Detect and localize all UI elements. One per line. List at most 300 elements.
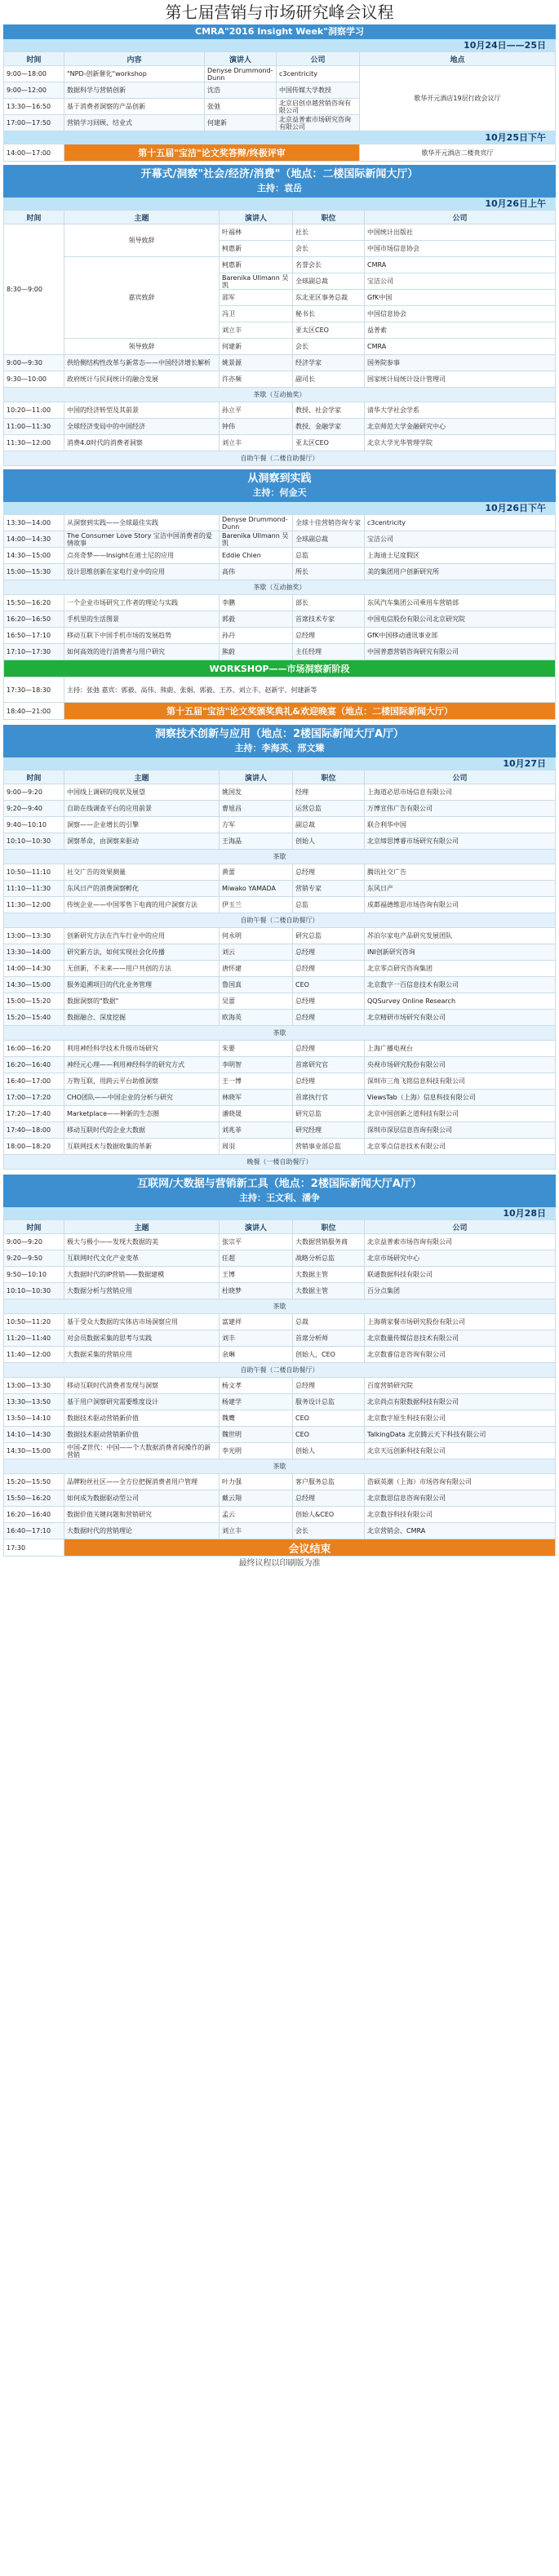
cell-time: 15:50—16:20 <box>4 595 64 611</box>
cell-position: 名誉会长 <box>293 257 365 273</box>
cell-company: 北京数谷科技有限公司 <box>365 1507 556 1523</box>
cell-topic: "NPD-创新催化"workshop <box>64 66 205 82</box>
cell-topic: 极大与极小——发现大数据的美 <box>64 1234 220 1250</box>
cell-venue: 歌华开元酒店二楼贵宾厅 <box>360 144 556 162</box>
cell-company: 北京营销会、CMRA <box>365 1523 556 1539</box>
cell-speaker: 杜晓梦 <box>220 1283 293 1299</box>
cell-speaker: 杨文孝 <box>220 1378 293 1394</box>
cell-company: 中国传媒大学教授 <box>277 82 360 99</box>
cell-time: 14:00—17:00 <box>4 144 64 162</box>
cell-topic: 领导致辞 <box>64 339 220 355</box>
cell-position: 大数据主管 <box>293 1267 365 1283</box>
cell-company: 益普索 <box>365 322 556 339</box>
cell-topic: 数据价值关键问题和营销研究 <box>64 1507 220 1523</box>
section-head <box>3 469 556 502</box>
cell-position: 首席执行官 <box>293 1090 365 1106</box>
cell-position: 运营总监 <box>293 801 365 817</box>
cell-company: c3centricity <box>365 515 556 531</box>
cell-topic: 手机里的生活图景 <box>64 611 220 628</box>
cell-time: 16:40—17:10 <box>4 1523 64 1539</box>
cell-time: 9:30—10:00 <box>4 371 64 388</box>
cell-company: 北京数睿信息咨询有限公司 <box>365 1347 556 1363</box>
cell-speaker: 戴云翔 <box>220 1490 293 1507</box>
cell-speaker: Eddie Chien <box>220 548 293 564</box>
cell-position: 亚太区CEO <box>293 435 365 451</box>
cell-company: 浩硕英潮（上海）市场咨询有限公司 <box>365 1474 556 1490</box>
cell-topic: 政府统计与民间统计的融合发展 <box>64 371 220 388</box>
cell-speaker: 刘兆菲 <box>220 1122 293 1139</box>
cell-position: 会长 <box>293 241 365 257</box>
cell-speaker: 孙丹 <box>220 628 293 644</box>
cell-time: 9:00—9:30 <box>4 355 64 371</box>
section-head <box>3 725 556 757</box>
cell-topic: 点亮奇梦——Insight在迪士尼的应用 <box>64 548 220 564</box>
cell-position: 服务设计总监 <box>293 1394 365 1410</box>
cell-speaker: 余琳 <box>220 1347 293 1363</box>
break-row: 茶歇 <box>4 850 556 864</box>
cell-topic: Marketplace——种新的生态圈 <box>64 1106 220 1122</box>
cell-company: 北京尚点有限数据科技有限公司 <box>365 1394 556 1410</box>
lunch-row: 自助午餐（二楼自助餐厅） <box>4 1363 556 1378</box>
cell-time: 17:00—17:20 <box>4 1090 64 1106</box>
cell-company: 成都福德维思市场咨询有限公司 <box>365 897 556 913</box>
schedule-table <box>3 51 556 131</box>
cell-time: 13:30—14:00 <box>4 515 64 531</box>
cell-topic: 移动互联时代的企业大数据 <box>64 1122 220 1139</box>
section-opening <box>3 165 556 466</box>
cell-position: 研究总监 <box>293 1106 365 1122</box>
cell-company: 深圳市深层信息咨询有限公司 <box>365 1122 556 1139</box>
cell-speaker: 杨建学 <box>220 1394 293 1410</box>
cell-speaker: 许亦频 <box>220 371 293 388</box>
cell-speaker: 熊蔚 <box>220 644 293 660</box>
cell-topic: 嘉宾致辞 <box>64 257 220 339</box>
cell-speaker: 何永明 <box>220 928 293 944</box>
cell-speaker: 郭毅 <box>220 611 293 628</box>
cell-position: 总经理 <box>293 1010 365 1026</box>
schedule-table <box>3 1219 556 1557</box>
cell-speaker: 吴蕾 <box>220 993 293 1010</box>
cell-speaker: 刘立丰 <box>220 1523 293 1539</box>
cell-company: 北京大学光华管理学院 <box>365 435 556 451</box>
cell-position: 副总裁 <box>293 817 365 833</box>
cell-topic: 基于受众大数据的实体店市场洞察应用 <box>64 1314 220 1330</box>
cell-topic: 营销学习回顾、结业式 <box>64 115 205 131</box>
cell-company: 清华大学社会学系 <box>365 402 556 419</box>
cell-topic: 数据洞察的"数据" <box>64 993 220 1010</box>
cell-speaker: 叶力强 <box>220 1474 293 1490</box>
cell-topic: CHO团队——中国企业的分析与研究 <box>64 1090 220 1106</box>
cell-position: 总经理 <box>293 864 365 881</box>
cell-position: 总经理 <box>293 993 365 1010</box>
cell-speaker: 林晓军 <box>220 1090 293 1106</box>
cell-time: 18:40—21:00 <box>4 703 64 720</box>
cell-position: 总经理 <box>293 1073 365 1090</box>
cell-topic: 大数据时代的营销理论 <box>64 1523 220 1539</box>
schedule-table <box>3 514 556 720</box>
section-date: 10月25日下午 <box>3 131 556 144</box>
cell-time: 17:30—18:30 <box>4 677 64 703</box>
cell-speaker: 王一博 <box>220 1073 293 1090</box>
cell-position: 总经理 <box>293 961 365 977</box>
cell-speaker: 何建新 <box>220 339 293 355</box>
cell-position: 客户服务总监 <box>293 1474 365 1490</box>
cell-time: 15:20—15:40 <box>4 1010 64 1026</box>
cell-time: 11:30—12:00 <box>4 897 64 913</box>
cell-time: 11:00—11:30 <box>4 419 64 435</box>
cell-time: 9:20—9:50 <box>4 1250 64 1267</box>
cell-time: 16:20—16:40 <box>4 1057 64 1073</box>
cell-position: 创始人&CEO <box>293 1507 365 1523</box>
footer-note: 最终议程以印刷版为准 <box>238 1559 321 1568</box>
cell-company: 国家统计局统计设计管理司 <box>365 371 556 388</box>
cell-company: 中国市场信息协会 <box>365 241 556 257</box>
cell-time: 10:50—11:20 <box>4 1314 64 1330</box>
workshop-guests: 主持：张弛 嘉宾：郭毅、高伟、熊蔚、张娟、郭毅、王苏、刘立丰、赵新宇、何建新等 <box>64 677 556 703</box>
cell-time: 17:40—18:00 <box>4 1122 64 1139</box>
break-row: 茶歇（互动抽奖） <box>4 388 556 402</box>
cell-position: 经理 <box>293 784 365 801</box>
cell-company: 上海迪士尼度假区 <box>365 548 556 564</box>
cell-speaker: 刘丰 <box>220 1330 293 1347</box>
cell-position: 创始人 <box>293 833 365 850</box>
cell-company: CMRA <box>365 339 556 355</box>
cell-speaker: 钟伟 <box>220 419 293 435</box>
cell-company: 百度营销研究院 <box>365 1378 556 1394</box>
cell-position: 大数据主管 <box>293 1283 365 1299</box>
cell-position: 总经理 <box>293 1490 365 1507</box>
cell-position: 总裁 <box>293 1314 365 1330</box>
page-title: 第七届营销与市场研究峰会议程 <box>165 2 394 22</box>
schedule-table <box>3 770 556 1170</box>
cell-company: 中国电信股份有限公司北京研究院 <box>365 611 556 628</box>
cell-time: 10:20—11:00 <box>4 402 64 419</box>
cell-time: 15:00—15:30 <box>4 564 64 580</box>
cell-time: 14:30—15:00 <box>4 1443 64 1459</box>
dinner-row: 晚餐（一楼自助餐厅） <box>4 1155 556 1170</box>
cell-speaker: 刘立丰 <box>220 322 293 339</box>
cell-company: 北京缔思博睿市场研究有限公司 <box>365 833 556 850</box>
cell-topic: 消费4.0时代的消费者洞察 <box>64 435 220 451</box>
cell-company: 苏泊尔家电产品研究发展团队 <box>365 928 556 944</box>
cell-topic: 东风日产的消费洞察孵化 <box>64 881 220 897</box>
cell-position: 总监 <box>293 897 365 913</box>
cell-position: 会长 <box>293 1523 365 1539</box>
cell-speaker: 李鹏 <box>220 595 293 611</box>
cell-speaker: 鲁国真 <box>220 977 293 993</box>
cell-company: 深圳市三角飞铭信息科技有限公司 <box>365 1073 556 1090</box>
cell-position: 首席研究官 <box>293 1057 365 1073</box>
cell-topic: 大数据分析与营销应用 <box>64 1283 220 1299</box>
col-header: 时间 <box>4 211 64 224</box>
section-head <box>3 165 556 198</box>
cell-topic: 设计思维创新在家电行业中的应用 <box>64 564 220 580</box>
col-header: 主题 <box>64 771 220 784</box>
section-title: 从洞察到实践 <box>247 473 312 485</box>
cell-company: 联合利华中国 <box>365 817 556 833</box>
cell-company: 腾讯社交广告 <box>365 864 556 881</box>
cell-position: 创始人，CEO <box>293 1347 365 1363</box>
cell-topic: 供给侧结构性改革与新常态——中国经济增长解析 <box>64 355 220 371</box>
cell-position: 总监 <box>293 548 365 564</box>
cell-time: 13:30—14:00 <box>4 944 64 961</box>
cell-company: 宝洁公司 <box>365 273 556 290</box>
cell-topic: 基于用户洞察研究需要维度设计 <box>64 1394 220 1410</box>
cell-speaker: 魏鹰 <box>220 1410 293 1427</box>
cell-company: GfK中国移动通讯事业部 <box>365 628 556 644</box>
cell-topic: 洞察革命，由洞察来驱动 <box>64 833 220 850</box>
cell-speaker: 周羽 <box>220 1139 293 1155</box>
cell-topic: 大数据采集的营销应用 <box>64 1347 220 1363</box>
cell-position: 战略分析总监 <box>293 1250 365 1267</box>
cell-time: 17:10—17:30 <box>4 644 64 660</box>
cell-speaker: 魏世明 <box>220 1427 293 1443</box>
col-header: 公司 <box>365 211 556 224</box>
cell-speaker: 柯惠新 <box>220 241 293 257</box>
cell-company: GfK中国 <box>365 290 556 306</box>
col-header: 主题 <box>64 1220 220 1234</box>
cell-position: 亚太区CEO <box>293 322 365 339</box>
cell-position: 首席分析师 <box>293 1330 365 1347</box>
cell-topic: 品牌粉丝社区——全方位把握消费者用户管理 <box>64 1474 220 1490</box>
cell-topic: 大数据时代的IP营销——数据建模 <box>64 1267 220 1283</box>
cell-topic: 数据融合、深度挖掘 <box>64 1010 220 1026</box>
cell-time: 16:20—16:50 <box>4 611 64 628</box>
cell-company: 北京数量传媒信息技术有限公司 <box>365 1330 556 1347</box>
cell-speaker: 孙立平 <box>220 402 293 419</box>
cell-speaker: 刘云 <box>220 944 293 961</box>
cell-time: 9:40—10:10 <box>4 817 64 833</box>
col-header: 职位 <box>293 211 365 224</box>
cell-time: 9:00—9:20 <box>4 1234 64 1250</box>
section-host: 主持：袁岳 <box>257 183 302 193</box>
cell-speaker: 冯卫 <box>220 306 293 322</box>
cell-speaker: 孟云 <box>220 1507 293 1523</box>
col-header: 公司 <box>365 771 556 784</box>
workshop-banner: WORKSHOP——市场洞察新阶段 <box>4 660 556 677</box>
schedule-table <box>3 210 556 466</box>
section-tech-innovation <box>3 725 556 1170</box>
cell-speaker: 沈浩 <box>205 82 277 99</box>
cell-time: 16:40—17:00 <box>4 1073 64 1090</box>
cell-speaker: 方军 <box>220 817 293 833</box>
cell-time: 9:00—12:00 <box>4 82 64 99</box>
cell-topic: 万物互联，用跨云平台助推洞察 <box>64 1073 220 1090</box>
break-row: 茶歇 <box>4 1026 556 1041</box>
cell-speaker: 潘晓晟 <box>220 1106 293 1122</box>
cell-company: 国务院参事 <box>365 355 556 371</box>
section-head <box>3 1175 556 1207</box>
cell-topic: 传统企业——中国零售下电商的用户洞察方法 <box>64 897 220 913</box>
cell-company: 上海广播电视台 <box>365 1041 556 1057</box>
cell-topic: 互联网技术与数据收集的革新 <box>64 1139 220 1155</box>
col-header: 内容 <box>64 52 205 66</box>
cell-topic: 利用神经科学技术升级市场研究 <box>64 1041 220 1057</box>
cell-time: 10:10—10:30 <box>4 833 64 850</box>
cell-topic: 从洞察到实践——全球最佳实践 <box>64 515 220 531</box>
cell-topic: 数据技术驱动营销新价值 <box>64 1410 220 1427</box>
cell-time: 14:30—15:00 <box>4 548 64 564</box>
cell-time: 11:10—11:30 <box>4 881 64 897</box>
section-host: 主持：李海英、邢文臻 <box>234 743 325 753</box>
cell-speaker: 曹旭昌 <box>220 801 293 817</box>
break-row: 茶歇 <box>4 1459 556 1474</box>
col-header: 演讲人 <box>220 211 293 224</box>
cell-company: 万博宣伟广告有限公司 <box>365 801 556 817</box>
cell-company: 中国普惠营销咨询研究有限公司 <box>365 644 556 660</box>
cell-company: 北京中国创新之道科技有限公司 <box>365 1106 556 1122</box>
cell-position: 研究经理 <box>293 1122 365 1139</box>
cell-time: 11:40—12:00 <box>4 1347 64 1363</box>
cell-speaker: 富建祥 <box>220 1314 293 1330</box>
cell-company: 东风日产 <box>365 881 556 897</box>
cell-position: 社长 <box>293 224 365 241</box>
cell-speaker: 张宗平 <box>220 1234 293 1250</box>
cell-company: 中国信息协会 <box>365 306 556 322</box>
cell-time: 14:00—14:30 <box>4 961 64 977</box>
cell-position: 创始人 <box>293 1443 365 1459</box>
cell-position: 总经理 <box>293 944 365 961</box>
cell-speaker: Miwako YAMADA <box>220 881 293 897</box>
cell-speaker: 李明智 <box>220 1057 293 1073</box>
cell-position: 部长 <box>293 595 365 611</box>
conference-end-banner: 会议结束 <box>64 1539 556 1557</box>
col-header: 主题 <box>64 211 220 224</box>
cell-position: 总经理 <box>293 628 365 644</box>
cell-company: 中国统计出版社 <box>365 224 556 241</box>
cell-speaker: Denyse Drummond-Dunn <box>205 66 277 82</box>
cell-time: 14:30—15:00 <box>4 977 64 993</box>
cell-topic: The Consumer Love Story 宝洁中国消费者的爱情故事 <box>64 531 220 548</box>
cell-company: 美的集团用户创新研究所 <box>365 564 556 580</box>
section-title: 互联网/大数据与营销新工具（地点：2楼国际新闻大厅A厅） <box>137 1178 422 1190</box>
cell-time: 13:30—16:50 <box>4 99 64 115</box>
col-header: 时间 <box>4 52 64 66</box>
cell-speaker: 欧海英 <box>220 1010 293 1026</box>
cell-topic: 互联网时代文化产业变革 <box>64 1250 220 1267</box>
cell-time: 13:50—14:10 <box>4 1410 64 1427</box>
cell-topic: 无创新，不未来——用户共创的方法 <box>64 961 220 977</box>
cell-position: 总经理 <box>293 1041 365 1057</box>
cell-time: 17:00—17:50 <box>4 115 64 131</box>
col-header: 时间 <box>4 771 64 784</box>
col-header: 公司 <box>365 1220 556 1234</box>
cell-time: 17:20—17:40 <box>4 1106 64 1122</box>
cell-speaker: Barenika Ullmann 吴凯 <box>220 531 293 548</box>
cell-time: 10:50—11:10 <box>4 864 64 881</box>
cell-time: 13:00—13:30 <box>4 928 64 944</box>
cell-position: 全球副总裁 <box>293 273 365 290</box>
gala-banner: 第十五届"宝洁"论文奖颁奖典礼&欢迎晚宴（地点：二楼国际新闻大厅） <box>64 703 556 720</box>
cell-position: 会长 <box>293 339 365 355</box>
cell-company: 北京益普索市场咨询有限公司 <box>365 1234 556 1250</box>
section-date: 10月24日——25日 <box>3 39 556 51</box>
cell-speaker: 何建新 <box>205 115 277 131</box>
cell-speaker: 刘立丰 <box>220 435 293 451</box>
cell-position: 经济学家 <box>293 355 365 371</box>
col-header: 公司 <box>277 52 360 66</box>
col-header: 地点 <box>360 52 556 66</box>
cell-position: 秘书长 <box>293 306 365 322</box>
cell-time: 16:50—17:10 <box>4 628 64 644</box>
cell-speaker: 王博 <box>220 1267 293 1283</box>
cell-topic: 数据技术驱动营销新价值 <box>64 1427 220 1443</box>
cell-position: 全球十佳营销咨询专家 <box>293 515 365 531</box>
cell-speaker: 邵军 <box>220 290 293 306</box>
cell-topic: 一个企业市场研究工作者的理论与实践 <box>64 595 220 611</box>
cell-speaker: Barenika Ullmann 吴凯 <box>220 273 293 290</box>
cell-speaker: 叶福林 <box>220 224 293 241</box>
cell-time: 9:50—10:10 <box>4 1267 64 1283</box>
cell-time: 14:00—14:30 <box>4 531 64 548</box>
cell-topic: 中国的经济转型及其前景 <box>64 402 220 419</box>
section-date: 10月26日上午 <box>3 198 556 210</box>
cell-position: 营销专家 <box>293 881 365 897</box>
cell-position: 总经理 <box>293 1378 365 1394</box>
cell-time: 18:00—18:20 <box>4 1139 64 1155</box>
cell-speaker: 李光明 <box>220 1443 293 1459</box>
cell-position: 营销事业部总监 <box>293 1139 365 1155</box>
cell-venue: 歌华开元酒店19层行政会议厅 <box>360 66 556 131</box>
cell-position: 主任经理 <box>293 644 365 660</box>
cell-topic: 研究新方法，如何实现社会化传播 <box>64 944 220 961</box>
section-title: 洞察技术创新与应用（地点：2楼国际新闻大厅A厅） <box>154 728 405 740</box>
cell-topic: 社交广告的效果测量 <box>64 864 220 881</box>
cell-topic: 移动互联时代消费者发现与洞察 <box>64 1378 220 1394</box>
col-header: 职位 <box>293 771 365 784</box>
cell-position: CEO <box>293 1410 365 1427</box>
col-header: 时间 <box>4 1220 64 1234</box>
cell-position: 首席技术专家 <box>293 611 365 628</box>
cell-time: 16:20—16:40 <box>4 1507 64 1523</box>
section-head: CMRA"2016 Insight Week"洞察学习 <box>3 24 556 39</box>
cell-time: 15:50—16:20 <box>4 1490 64 1507</box>
cell-speaker: Denyse Drummond-Dunn <box>220 515 293 531</box>
section-bigdata <box>3 1175 556 1557</box>
cell-topic: 创新研究方法在汽车行业中的应用 <box>64 928 220 944</box>
section-date: 10月26日下午 <box>3 502 556 514</box>
cell-position: 副司长 <box>293 371 365 388</box>
col-header: 演讲人 <box>220 1220 293 1234</box>
cell-position: 研究总监 <box>293 928 365 944</box>
cell-company: 北京益普索市场研究咨询有限公司 <box>277 115 360 131</box>
cell-speaker: 唐怀建 <box>220 961 293 977</box>
cell-company: 北京启创卓越营销咨询有限公司 <box>277 99 360 115</box>
cell-topic: 如何成为数据驱动型公司 <box>64 1490 220 1507</box>
cell-company: 央视市场研究股份有限公司 <box>365 1057 556 1073</box>
cell-topic: 对会员数据采集的思考与实践 <box>64 1330 220 1347</box>
lunch-row: 自助午餐（二楼自助餐厅） <box>4 451 556 466</box>
cell-topic: 中国线上调研的现状及展望 <box>64 784 220 801</box>
cell-company: 上海萌家餐市场研究股份有限公司 <box>365 1314 556 1330</box>
cell-company: ViewsTab（上海）信息科技有限公司 <box>365 1090 556 1106</box>
cell-company: 北京零点研究咨询集团 <box>365 961 556 977</box>
cell-time: 17:30 <box>4 1539 64 1557</box>
cell-topic: 如何高效的进行消费者与用户研究 <box>64 644 220 660</box>
cell-time: 9:00—18:00 <box>4 66 64 82</box>
cell-company: 上海道必思市场信息有限公司 <box>365 784 556 801</box>
cell-company: 北京数思信息咨询有限公司 <box>365 1490 556 1507</box>
cell-company: 宝洁公司 <box>365 531 556 548</box>
cell-position: 教授、社会学家 <box>293 402 365 419</box>
cell-company: 北京精研市场研究有限公司 <box>365 1010 556 1026</box>
section-host: 主持：王文利、潘争 <box>239 1193 320 1203</box>
cell-speaker: 张弛 <box>205 99 277 115</box>
cell-speaker: 柯惠新 <box>220 257 293 273</box>
cell-company: 北京师范大学金融研究中心 <box>365 419 556 435</box>
cell-topic: 全球经济变局中的中国经济 <box>64 419 220 435</box>
cell-time: 11:20—11:40 <box>4 1330 64 1347</box>
